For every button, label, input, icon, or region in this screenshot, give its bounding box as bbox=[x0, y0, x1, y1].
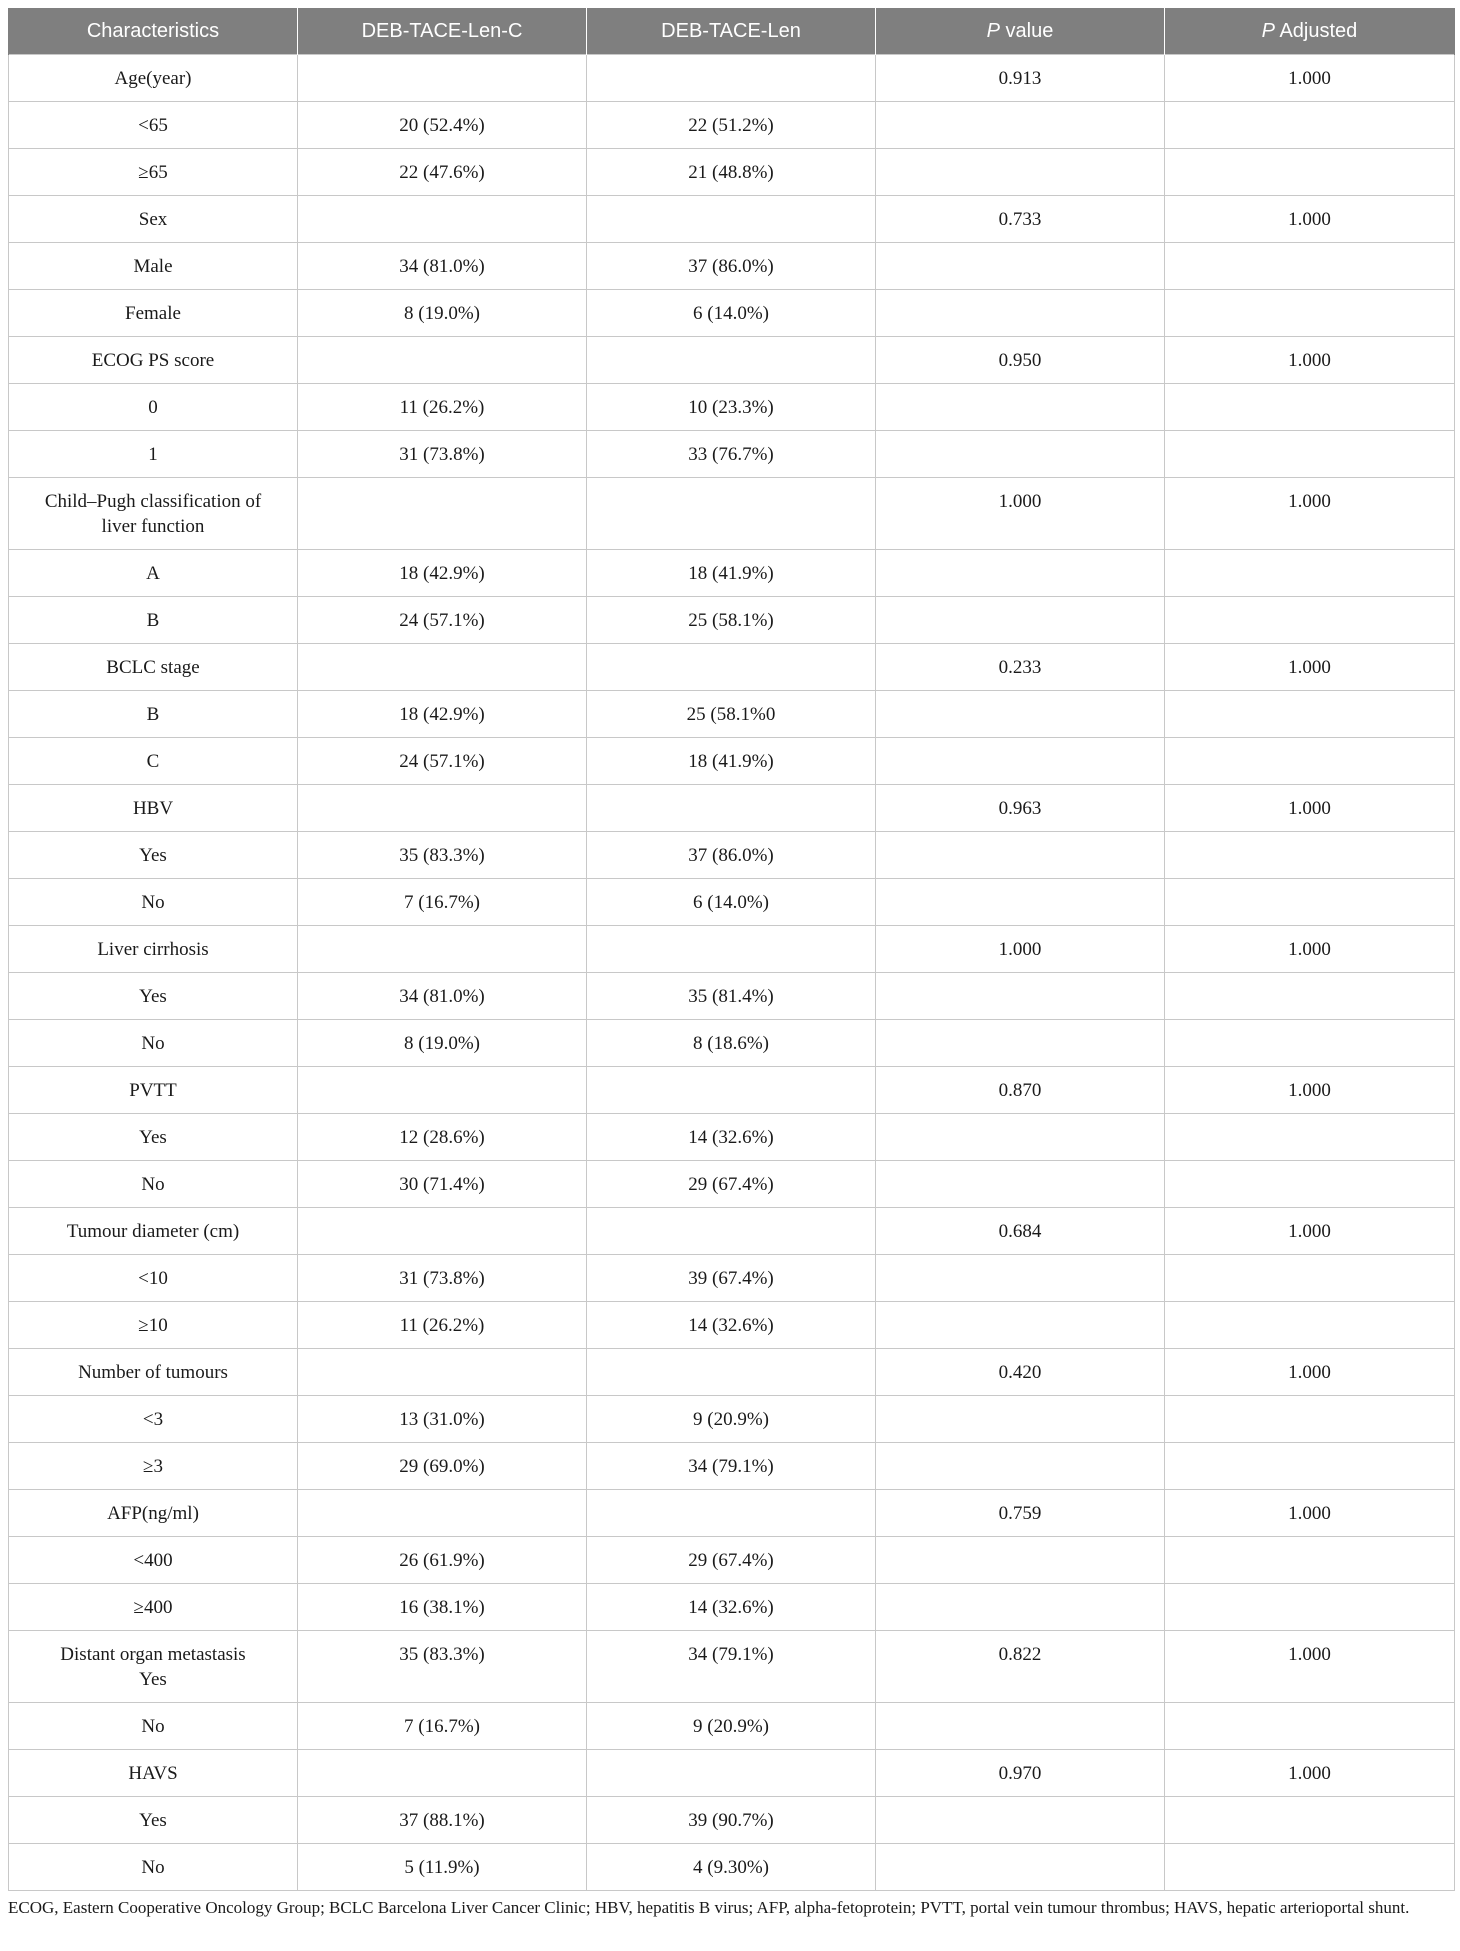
characteristic-cell: ≥65 bbox=[9, 149, 298, 196]
table-row bbox=[9, 384, 1455, 431]
p-value-cell: 1.000 bbox=[876, 926, 1165, 973]
header-characteristics: Characteristics bbox=[9, 8, 298, 55]
table-row bbox=[9, 1161, 1455, 1208]
p-value-cell bbox=[876, 431, 1165, 478]
p-adjusted-cell: 1.000 bbox=[1165, 337, 1455, 384]
table-row bbox=[9, 149, 1455, 196]
deb-tace-len-c-cell bbox=[298, 478, 587, 550]
characteristic-cell: HBV bbox=[9, 785, 298, 832]
p-adjusted-cell: 1.000 bbox=[1165, 1631, 1455, 1703]
p-value-cell bbox=[876, 597, 1165, 644]
table-row bbox=[9, 431, 1455, 478]
p-adjusted-cell: 1.000 bbox=[1165, 55, 1455, 102]
characteristic-cell: Yes bbox=[9, 1797, 298, 1844]
deb-tace-len-c-cell: 34 (81.0%) bbox=[298, 243, 587, 290]
deb-tace-len-c-cell: 31 (73.8%) bbox=[298, 1255, 587, 1302]
p-adjusted-cell: 1.000 bbox=[1165, 926, 1455, 973]
p-value-cell bbox=[876, 738, 1165, 785]
deb-tace-len-cell: 37 (86.0%) bbox=[587, 832, 876, 879]
deb-tace-len-cell: 22 (51.2%) bbox=[587, 102, 876, 149]
characteristic-cell: AFP(ng/ml) bbox=[9, 1490, 298, 1537]
p-value-cell bbox=[876, 384, 1165, 431]
deb-tace-len-cell: 14 (32.6%) bbox=[587, 1584, 876, 1631]
deb-tace-len-cell: 33 (76.7%) bbox=[587, 431, 876, 478]
p-adjusted-cell bbox=[1165, 243, 1455, 290]
p-value-cell: 0.233 bbox=[876, 644, 1165, 691]
deb-tace-len-cell bbox=[587, 478, 876, 550]
characteristic-cell: Tumour diameter (cm) bbox=[9, 1208, 298, 1255]
characteristic-cell: <65 bbox=[9, 102, 298, 149]
deb-tace-len-c-cell: 13 (31.0%) bbox=[298, 1396, 587, 1443]
p-value-cell bbox=[876, 1703, 1165, 1750]
p-adjusted-cell bbox=[1165, 832, 1455, 879]
p-value-cell bbox=[876, 1844, 1165, 1891]
characteristic-cell: B bbox=[9, 691, 298, 738]
deb-tace-len-cell bbox=[587, 337, 876, 384]
deb-tace-len-c-cell: 29 (69.0%) bbox=[298, 1443, 587, 1490]
p-adjusted-cell bbox=[1165, 691, 1455, 738]
p-value-cell: 0.963 bbox=[876, 785, 1165, 832]
p-adjusted-cell: 1.000 bbox=[1165, 1349, 1455, 1396]
characteristics-table-container bbox=[8, 8, 1454, 1891]
characteristic-cell: ECOG PS score bbox=[9, 337, 298, 384]
p-value-cell bbox=[876, 1537, 1165, 1584]
p-adjusted-cell bbox=[1165, 431, 1455, 478]
deb-tace-len-cell: 35 (81.4%) bbox=[587, 973, 876, 1020]
deb-tace-len-c-cell: 26 (61.9%) bbox=[298, 1537, 587, 1584]
table-row bbox=[9, 691, 1455, 738]
deb-tace-len-c-cell bbox=[298, 196, 587, 243]
header-p-value-italic: P bbox=[986, 19, 1000, 42]
p-value-cell: 0.733 bbox=[876, 196, 1165, 243]
p-value-cell bbox=[876, 1255, 1165, 1302]
p-adjusted-cell bbox=[1165, 1797, 1455, 1844]
characteristic-cell: No bbox=[9, 879, 298, 926]
p-adjusted-cell bbox=[1165, 1020, 1455, 1067]
table-row bbox=[9, 1537, 1455, 1584]
deb-tace-len-cell: 4 (9.30%) bbox=[587, 1844, 876, 1891]
header-deb-tace-len-c: DEB-TACE-Len-C bbox=[298, 8, 587, 55]
p-adjusted-cell: 1.000 bbox=[1165, 1490, 1455, 1537]
characteristic-cell: B bbox=[9, 597, 298, 644]
deb-tace-len-c-cell: 37 (88.1%) bbox=[298, 1797, 587, 1844]
deb-tace-len-cell: 14 (32.6%) bbox=[587, 1114, 876, 1161]
characteristic-cell: 1 bbox=[9, 431, 298, 478]
deb-tace-len-cell: 10 (23.3%) bbox=[587, 384, 876, 431]
table-row bbox=[9, 832, 1455, 879]
deb-tace-len-c-cell bbox=[298, 644, 587, 691]
table-row bbox=[9, 1396, 1455, 1443]
p-value-cell bbox=[876, 832, 1165, 879]
p-value-cell bbox=[876, 1302, 1165, 1349]
deb-tace-len-c-cell: 24 (57.1%) bbox=[298, 738, 587, 785]
p-adjusted-cell bbox=[1165, 1443, 1455, 1490]
deb-tace-len-c-cell: 35 (83.3%) bbox=[298, 832, 587, 879]
table-row bbox=[9, 1631, 1455, 1703]
p-adjusted-cell bbox=[1165, 1584, 1455, 1631]
p-adjusted-cell bbox=[1165, 1537, 1455, 1584]
p-adjusted-cell: 1.000 bbox=[1165, 1208, 1455, 1255]
p-adjusted-cell bbox=[1165, 1396, 1455, 1443]
deb-tace-len-c-cell bbox=[298, 1349, 587, 1396]
characteristic-cell: <3 bbox=[9, 1396, 298, 1443]
p-adjusted-cell bbox=[1165, 1302, 1455, 1349]
p-value-cell bbox=[876, 1396, 1165, 1443]
header-p-adjusted bbox=[1165, 8, 1455, 55]
p-value-cell: 0.870 bbox=[876, 1067, 1165, 1114]
deb-tace-len-c-cell bbox=[298, 1208, 587, 1255]
table-row bbox=[9, 290, 1455, 337]
table-row bbox=[9, 644, 1455, 691]
table-row bbox=[9, 1067, 1455, 1114]
characteristic-cell: Number of tumours bbox=[9, 1349, 298, 1396]
deb-tace-len-c-cell: 18 (42.9%) bbox=[298, 550, 587, 597]
deb-tace-len-cell bbox=[587, 1750, 876, 1797]
characteristic-cell: ≥3 bbox=[9, 1443, 298, 1490]
p-adjusted-cell bbox=[1165, 550, 1455, 597]
deb-tace-len-c-cell: 8 (19.0%) bbox=[298, 290, 587, 337]
header-deb-tace-len: DEB-TACE-Len bbox=[587, 8, 876, 55]
header-p-adjusted-italic: P bbox=[1261, 19, 1276, 42]
deb-tace-len-cell: 39 (90.7%) bbox=[587, 1797, 876, 1844]
table-row bbox=[9, 196, 1455, 243]
p-adjusted-cell: 1.000 bbox=[1165, 478, 1455, 550]
characteristic-cell: BCLC stage bbox=[9, 644, 298, 691]
p-adjusted-cell bbox=[1165, 290, 1455, 337]
deb-tace-len-cell: 34 (79.1%) bbox=[587, 1631, 876, 1703]
deb-tace-len-c-cell: 20 (52.4%) bbox=[298, 102, 587, 149]
characteristic-cell: Female bbox=[9, 290, 298, 337]
table-row bbox=[9, 1208, 1455, 1255]
table-row bbox=[9, 1114, 1455, 1161]
deb-tace-len-cell bbox=[587, 1208, 876, 1255]
characteristic-cell: No bbox=[9, 1703, 298, 1750]
table-row bbox=[9, 550, 1455, 597]
deb-tace-len-cell: 9 (20.9%) bbox=[587, 1703, 876, 1750]
characteristic-cell: Sex bbox=[9, 196, 298, 243]
deb-tace-len-cell: 9 (20.9%) bbox=[587, 1396, 876, 1443]
characteristic-cell: Yes bbox=[9, 832, 298, 879]
characteristic-cell: PVTT bbox=[9, 1067, 298, 1114]
p-value-cell bbox=[876, 1114, 1165, 1161]
deb-tace-len-c-cell: 7 (16.7%) bbox=[298, 879, 587, 926]
p-value-cell bbox=[876, 973, 1165, 1020]
deb-tace-len-c-cell bbox=[298, 1750, 587, 1797]
deb-tace-len-cell: 25 (58.1%0 bbox=[587, 691, 876, 738]
characteristic-cell: 0 bbox=[9, 384, 298, 431]
deb-tace-len-c-cell: 30 (71.4%) bbox=[298, 1161, 587, 1208]
header-p-adjusted-rest: Adjusted bbox=[1275, 19, 1358, 42]
p-value-cell: 0.913 bbox=[876, 55, 1165, 102]
deb-tace-len-cell: 37 (86.0%) bbox=[587, 243, 876, 290]
table-row bbox=[9, 337, 1455, 384]
p-value-cell bbox=[876, 1161, 1165, 1208]
table-row bbox=[9, 785, 1455, 832]
p-adjusted-cell: 1.000 bbox=[1165, 1067, 1455, 1114]
characteristic-cell: Male bbox=[9, 243, 298, 290]
deb-tace-len-c-cell bbox=[298, 1490, 587, 1537]
characteristic-cell: Child–Pugh classification of liver function bbox=[9, 478, 298, 550]
deb-tace-len-cell: 18 (41.9%) bbox=[587, 550, 876, 597]
p-value-cell bbox=[876, 1584, 1165, 1631]
p-value-cell: 0.420 bbox=[876, 1349, 1165, 1396]
deb-tace-len-c-cell: 5 (11.9%) bbox=[298, 1844, 587, 1891]
deb-tace-len-cell: 39 (67.4%) bbox=[587, 1255, 876, 1302]
characteristic-cell: No bbox=[9, 1844, 298, 1891]
deb-tace-len-cell: 6 (14.0%) bbox=[587, 290, 876, 337]
deb-tace-len-c-cell: 22 (47.6%) bbox=[298, 149, 587, 196]
deb-tace-len-cell: 29 (67.4%) bbox=[587, 1161, 876, 1208]
p-value-cell bbox=[876, 243, 1165, 290]
p-value-cell bbox=[876, 879, 1165, 926]
deb-tace-len-cell bbox=[587, 785, 876, 832]
deb-tace-len-c-cell: 18 (42.9%) bbox=[298, 691, 587, 738]
p-adjusted-cell bbox=[1165, 879, 1455, 926]
characteristic-cell: <10 bbox=[9, 1255, 298, 1302]
deb-tace-len-c-cell: 16 (38.1%) bbox=[298, 1584, 587, 1631]
characteristic-cell: Liver cirrhosis bbox=[9, 926, 298, 973]
table-row bbox=[9, 1349, 1455, 1396]
p-value-cell bbox=[876, 290, 1165, 337]
p-adjusted-cell: 1.000 bbox=[1165, 785, 1455, 832]
table-row bbox=[9, 1490, 1455, 1537]
deb-tace-len-c-cell: 11 (26.2%) bbox=[298, 384, 587, 431]
deb-tace-len-c-cell: 12 (28.6%) bbox=[298, 1114, 587, 1161]
table-row bbox=[9, 1797, 1455, 1844]
deb-tace-len-cell: 34 (79.1%) bbox=[587, 1443, 876, 1490]
p-value-cell: 1.000 bbox=[876, 478, 1165, 550]
table-row bbox=[9, 1443, 1455, 1490]
table-row bbox=[9, 1703, 1455, 1750]
deb-tace-len-cell bbox=[587, 1349, 876, 1396]
table-row bbox=[9, 597, 1455, 644]
deb-tace-len-cell: 8 (18.6%) bbox=[587, 1020, 876, 1067]
characteristic-cell: HAVS bbox=[9, 1750, 298, 1797]
p-value-cell bbox=[876, 1020, 1165, 1067]
deb-tace-len-cell bbox=[587, 1490, 876, 1537]
p-adjusted-cell bbox=[1165, 1844, 1455, 1891]
characteristic-cell: Distant organ metastasis Yes bbox=[9, 1631, 298, 1703]
table-header bbox=[9, 8, 1455, 55]
p-value-cell bbox=[876, 1797, 1165, 1844]
p-adjusted-cell: 1.000 bbox=[1165, 196, 1455, 243]
deb-tace-len-cell: 14 (32.6%) bbox=[587, 1302, 876, 1349]
table-row bbox=[9, 1844, 1455, 1891]
characteristic-cell: A bbox=[9, 550, 298, 597]
header-p-value bbox=[876, 8, 1165, 55]
deb-tace-len-c-cell: 8 (19.0%) bbox=[298, 1020, 587, 1067]
table-row bbox=[9, 1302, 1455, 1349]
p-adjusted-cell bbox=[1165, 973, 1455, 1020]
deb-tace-len-cell bbox=[587, 55, 876, 102]
deb-tace-len-cell bbox=[587, 1067, 876, 1114]
p-adjusted-cell bbox=[1165, 384, 1455, 431]
table-body bbox=[9, 55, 1455, 1891]
table-row bbox=[9, 879, 1455, 926]
deb-tace-len-c-cell: 24 (57.1%) bbox=[298, 597, 587, 644]
table-row bbox=[9, 738, 1455, 785]
characteristic-cell: Age(year) bbox=[9, 55, 298, 102]
deb-tace-len-cell bbox=[587, 644, 876, 691]
p-value-cell bbox=[876, 691, 1165, 738]
deb-tace-len-cell: 6 (14.0%) bbox=[587, 879, 876, 926]
deb-tace-len-cell: 18 (41.9%) bbox=[587, 738, 876, 785]
deb-tace-len-cell: 29 (67.4%) bbox=[587, 1537, 876, 1584]
p-adjusted-cell: 1.000 bbox=[1165, 644, 1455, 691]
deb-tace-len-c-cell bbox=[298, 926, 587, 973]
deb-tace-len-c-cell bbox=[298, 1067, 587, 1114]
p-value-cell bbox=[876, 102, 1165, 149]
characteristic-cell: Yes bbox=[9, 973, 298, 1020]
table-row bbox=[9, 243, 1455, 290]
p-value-cell: 0.950 bbox=[876, 337, 1165, 384]
table-footnote: ECOG, Eastern Cooperative Oncology Group; BCLC Barcelona Liver Cancer Clinic; HBV, hepatitis B virus; AFP, alpha-fetoprotein; PVTT, portal vein tumour thrombus; HAVS, hepatic arterioportal shunt. bbox=[8, 1898, 1410, 1917]
p-adjusted-cell bbox=[1165, 1161, 1455, 1208]
characteristic-cell: No bbox=[9, 1020, 298, 1067]
table-row bbox=[9, 478, 1455, 550]
p-value-cell bbox=[876, 1443, 1165, 1490]
p-adjusted-cell bbox=[1165, 1703, 1455, 1750]
p-value-cell bbox=[876, 550, 1165, 597]
p-value-cell: 0.759 bbox=[876, 1490, 1165, 1537]
p-adjusted-cell bbox=[1165, 597, 1455, 644]
table-row bbox=[9, 973, 1455, 1020]
p-adjusted-cell bbox=[1165, 1255, 1455, 1302]
p-adjusted-cell bbox=[1165, 149, 1455, 196]
deb-tace-len-c-cell: 7 (16.7%) bbox=[298, 1703, 587, 1750]
p-value-cell: 0.970 bbox=[876, 1750, 1165, 1797]
p-value-cell: 0.684 bbox=[876, 1208, 1165, 1255]
table-row bbox=[9, 55, 1455, 102]
p-adjusted-cell bbox=[1165, 1114, 1455, 1161]
deb-tace-len-cell: 25 (58.1%) bbox=[587, 597, 876, 644]
table-row bbox=[9, 1750, 1455, 1797]
p-value-cell: 0.822 bbox=[876, 1631, 1165, 1703]
deb-tace-len-c-cell: 34 (81.0%) bbox=[298, 973, 587, 1020]
deb-tace-len-cell: 21 (48.8%) bbox=[587, 149, 876, 196]
characteristics-table bbox=[8, 8, 1455, 1891]
characteristic-cell: Yes bbox=[9, 1114, 298, 1161]
characteristic-cell: C bbox=[9, 738, 298, 785]
deb-tace-len-c-cell bbox=[298, 337, 587, 384]
deb-tace-len-c-cell: 31 (73.8%) bbox=[298, 431, 587, 478]
p-value-cell bbox=[876, 149, 1165, 196]
p-adjusted-cell bbox=[1165, 102, 1455, 149]
deb-tace-len-c-cell: 11 (26.2%) bbox=[298, 1302, 587, 1349]
deb-tace-len-c-cell bbox=[298, 55, 587, 102]
table-row bbox=[9, 926, 1455, 973]
table-row bbox=[9, 1584, 1455, 1631]
deb-tace-len-cell bbox=[587, 926, 876, 973]
table-row bbox=[9, 102, 1455, 149]
header-row bbox=[9, 8, 1455, 55]
table-row bbox=[9, 1255, 1455, 1302]
deb-tace-len-c-cell bbox=[298, 785, 587, 832]
characteristic-cell: ≥10 bbox=[9, 1302, 298, 1349]
deb-tace-len-cell bbox=[587, 196, 876, 243]
characteristic-cell: No bbox=[9, 1161, 298, 1208]
p-adjusted-cell: 1.000 bbox=[1165, 1750, 1455, 1797]
p-adjusted-cell bbox=[1165, 738, 1455, 785]
table-row bbox=[9, 1020, 1455, 1067]
header-p-value-rest: value bbox=[999, 19, 1054, 42]
deb-tace-len-c-cell: 35 (83.3%) bbox=[298, 1631, 587, 1703]
characteristic-cell: ≥400 bbox=[9, 1584, 298, 1631]
characteristic-cell: <400 bbox=[9, 1537, 298, 1584]
